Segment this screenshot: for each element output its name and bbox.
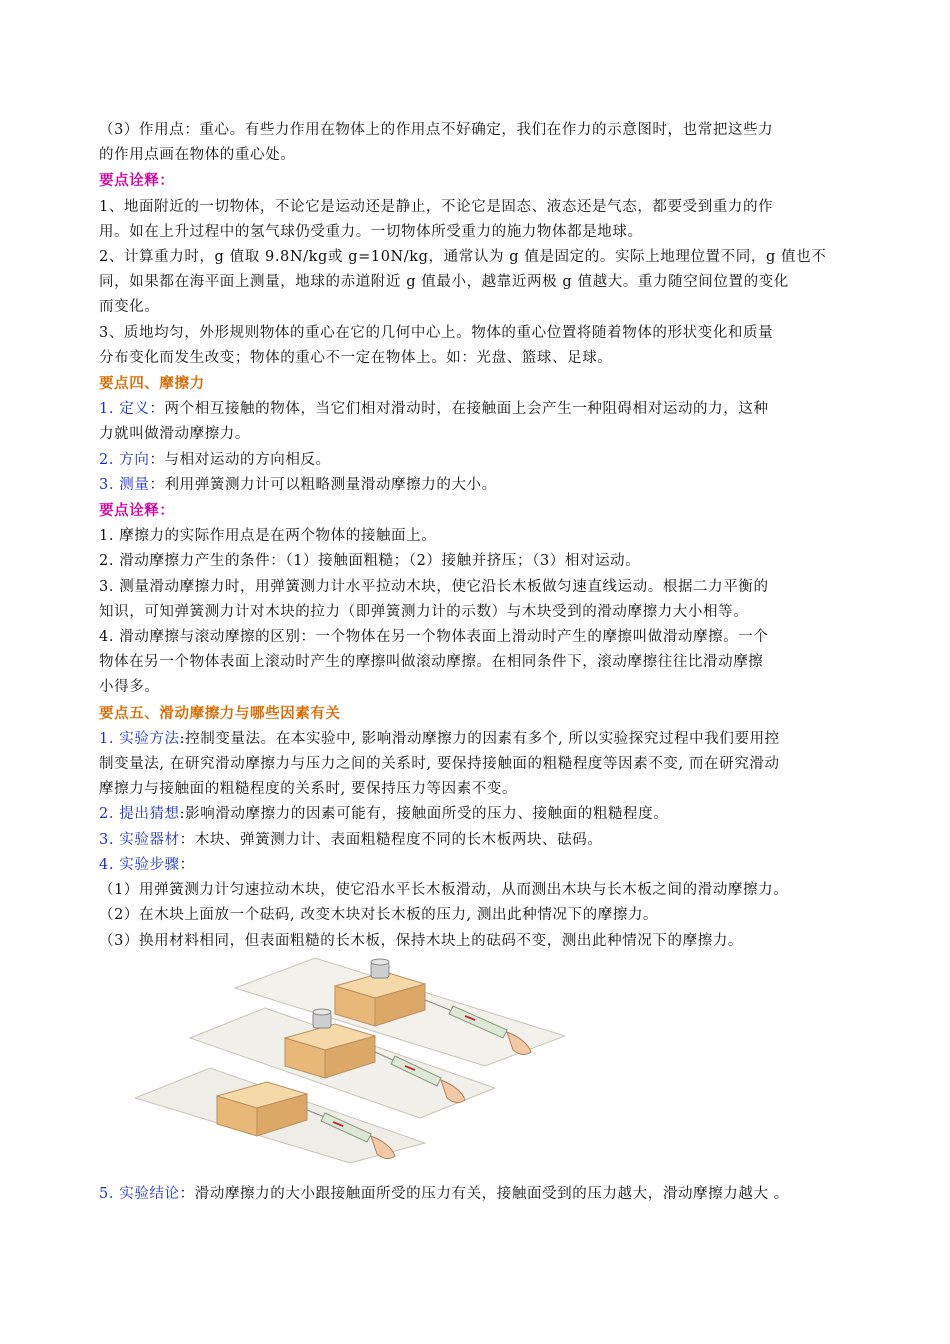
- paragraph: 而变化。: [99, 299, 160, 316]
- paragraph: （3）作用点：重心。有些力作用在物体上的作用点不好确定，我们在作力的示意图时，也常把这些力: [99, 122, 774, 138]
- paragraph: [99, 473, 859, 498]
- paragraph: [99, 397, 859, 422]
- paragraph: 1、地面附近的一切物体，不论它是运动还是静止，不论它是固态、液态还是气态，都要受到重力的作: [99, 198, 774, 215]
- item-text: ：滑动摩擦力的大小跟接触面所受的压力有关，接触面受到的压力越大，滑动摩擦力越大 。: [179, 1186, 789, 1202]
- paragraph: [99, 802, 859, 827]
- paragraph: 3. 测量滑动摩擦力时，用弹簧测力计水平拉动木块，使它沿长木板做匀速直线运动。根据二力平衡的: [99, 578, 769, 595]
- paragraph: 物体在另一个物体表面上滚动时产生的摩擦叫做滚动摩擦。在相同条件下，滚动摩擦往往比滑动摩擦: [99, 654, 764, 671]
- item-label: 1. 实验方法: [99, 730, 180, 747]
- paragraph: [99, 727, 859, 752]
- item-label: 2. 提出猜想: [99, 806, 180, 823]
- item-text: :影响滑动摩擦力的因素可能有，接触面所受的压力、接触面的粗糙程度。: [179, 806, 669, 823]
- section-heading: [99, 371, 859, 397]
- item-label: 3. 测量: [99, 476, 150, 493]
- section-heading: [99, 701, 859, 727]
- paragraph: [99, 828, 859, 853]
- paragraph: 2、计算重力时，g 值取 9.8N/kg或 g=10N/kg，通常认为 g 值是固定的。实际上地理位置不同，g 值也不: [99, 249, 827, 266]
- paragraph: 2. 滑动摩擦力产生的条件：（1）接触面粗糙；（2）接触并挤压；（3）相对运动。: [99, 553, 641, 570]
- text-body: [99, 118, 859, 954]
- heading-text: 要点五、滑动摩擦力与哪些因素有关: [99, 704, 341, 722]
- item-text: ：利用弹簧测力计可以粗略测量滑动摩擦力的大小。: [149, 476, 497, 493]
- item-text: ：两个相互接触的物体，当它们相对滑动时，在接触面上会产生一种阻碍相对运动的力，这种: [149, 401, 769, 418]
- item-label: 2. 方向: [99, 451, 150, 468]
- paragraph: 同，如果都在海平面上测量，地球的赤道附近 g 值最小，越靠近两极 g 值越大。重力随空间位置的变化: [99, 274, 789, 291]
- item-label: 5. 实验结论: [99, 1186, 180, 1202]
- paragraph: 3、质地均匀，外形规则物体的重心在它的几何中心上。物体的重心位置将随着物体的形状变化和质量: [99, 324, 774, 341]
- heading-text: 要点诠释：: [99, 172, 175, 190]
- paragraph: 力就叫做滑动摩擦力。: [99, 426, 250, 443]
- conclusion-line: [99, 1182, 889, 1207]
- item-label: 4. 实验步骤: [99, 856, 180, 873]
- paragraph: 用。如在上升过程中的氢气球仍受重力。一切物体所受重力的施力物体都是地球。: [99, 223, 643, 240]
- item-label: 1. 定义: [99, 401, 150, 418]
- paragraph: 4. 滑动摩擦与滚动摩擦的区别：一个物体在另一个物体表面上滑动时产生的摩擦叫做滑动摩擦。一个: [99, 629, 769, 646]
- paragraph: 小得多。: [99, 679, 160, 696]
- section-heading: [99, 168, 859, 194]
- paragraph: [99, 448, 859, 473]
- paragraph: （2）在木块上面放一个砝码, 改变木块对长木板的压力, 测出此种情况下的摩擦力。: [99, 907, 659, 924]
- heading-text: 要点四、摩擦力: [99, 375, 205, 393]
- heading-text: 要点诠释：: [99, 502, 175, 520]
- section-heading: [99, 498, 859, 524]
- paragraph: （3）换用材料相同，但表面粗糙的长木板，保持木块上的砝码不变，测出此种情况下的摩擦力。: [99, 932, 744, 949]
- paragraph: 制变量法, 在研究滑动摩擦力与压力之间的关系时, 要保持接触面的粗糙程度等因素不变, 而在研究滑动: [99, 756, 780, 773]
- paragraph: 知识，可知弹簧测力计对木块的拉力（即弹簧测力计的示数）与木块受到的滑动摩擦力大小相等。: [99, 603, 749, 620]
- item-text: ：与相对运动的方向相反。: [149, 451, 331, 468]
- paragraph: 1. 摩擦力的实际作用点是在两个物体的接触面上。: [99, 528, 437, 545]
- paragraph: [99, 853, 859, 878]
- friction-experiment-illustration: [135, 948, 565, 1163]
- paragraph: （1）用弹簧测力计匀速拉动木块，使它沿水平长木板滑动，从而测出木块与长木板之间的滑动摩擦力。: [99, 882, 789, 899]
- paragraph: 分布变化而发生改变；物体的重心不一定在物体上。如：光盘、篮球、足球。: [99, 349, 613, 366]
- item-text: ：木块、弹簧测力计、表面粗糙程度不同的长木板两块、砝码。: [179, 831, 603, 848]
- item-text: ：: [179, 856, 195, 873]
- item-text: :控制变量法。在本实验中, 影响滑动摩擦力的因素有多个, 所以实验探究过程中我们要用控: [179, 730, 780, 747]
- paragraph: 摩擦力与接触面的粗糙程度的关系时, 要保持压力等因素不变。: [99, 781, 518, 798]
- item-label: 3. 实验器材: [99, 831, 180, 848]
- paragraph: 的作用点画在物体的重心处。: [99, 147, 296, 164]
